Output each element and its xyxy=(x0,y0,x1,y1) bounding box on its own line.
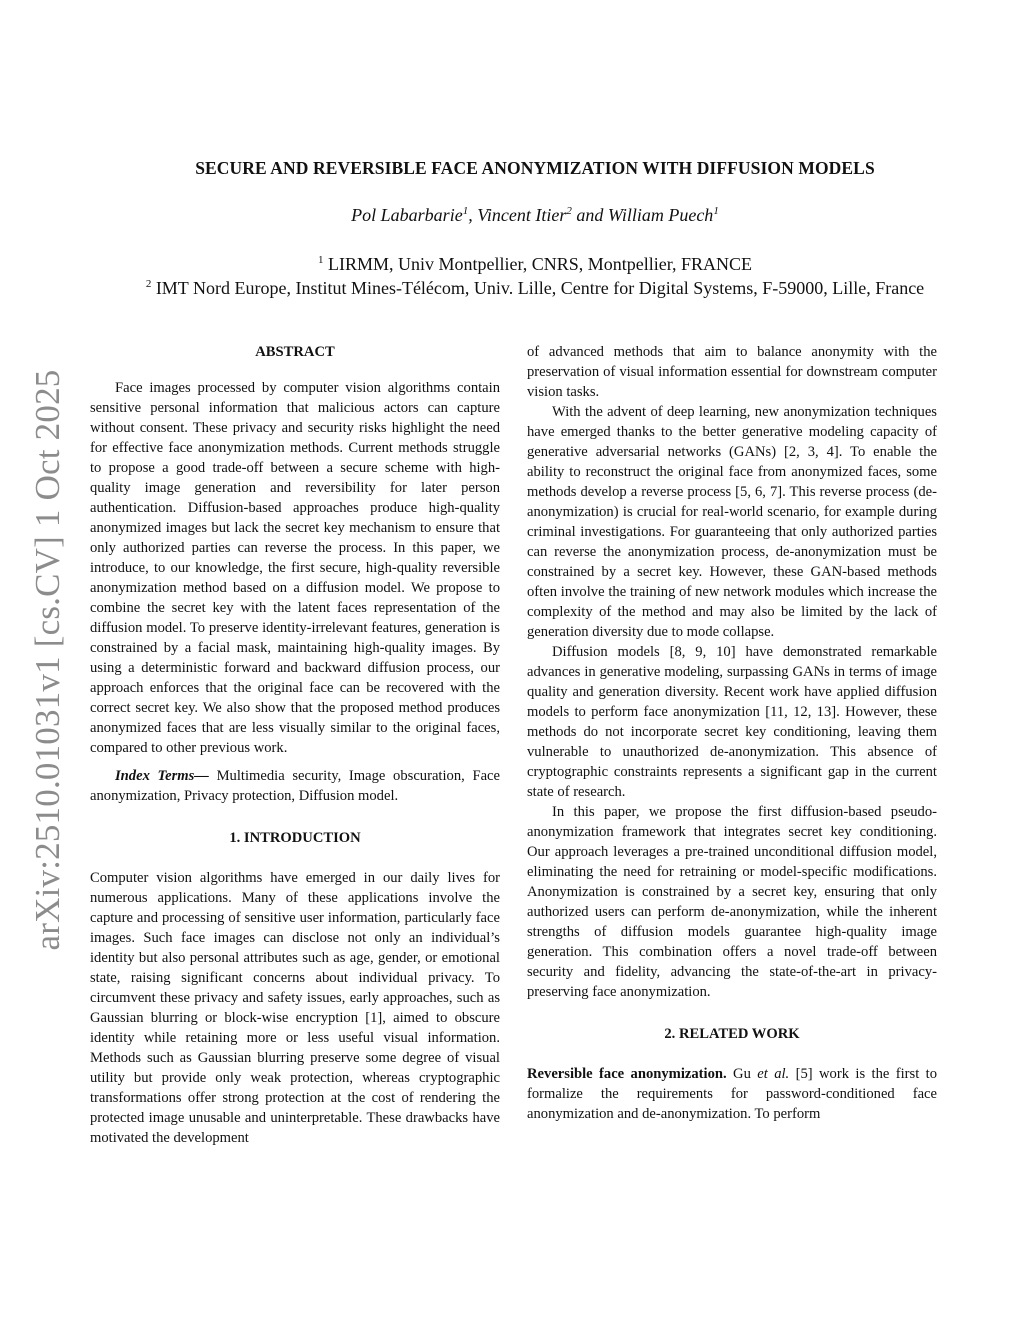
et-al: et al. xyxy=(757,1066,790,1082)
introduction-paragraph-1-continued: of advanced methods that aim to balance anonymity with the preservation of visual information essential for downstream computer vision tasks. xyxy=(527,344,937,400)
affiliation-2 xyxy=(90,278,980,299)
affiliation-text: LIRMM, Univ Montpellier, CNRS, Montpellier, FRANCE xyxy=(323,254,753,274)
introduction-heading: 1. INTRODUCTION xyxy=(229,830,361,846)
related-work-heading: 2. RELATED WORK xyxy=(664,1026,800,1042)
author-list xyxy=(90,205,980,226)
author-affiliation-mark: 1 xyxy=(462,205,469,217)
introduction-paragraph-1: Computer vision algorithms have emerged in our daily lives for numerous applications. Many of these applications involve the capture and processing of sensitive user information, particularly face images. Such face images can disclose not only an individual’s identity but also personal attributes such as age, gender, or emotional state, raising significant concerns about individual privacy. To circumvent these privacy and safety issues, early approaches, such as Gaussian blurring or block-wise encryption [1], aimed to obscure identity while retaining more or less useful visual information. Methods such as Gaussian blurring preserve some degree of visual utility but provide only weak protection, whereas cryptographic transformations offer strong protection at the cost of rendering the protected image unusable and uninterpretable. These drawbacks have motivated the development xyxy=(90,870,500,1146)
related-work-text: Gu xyxy=(726,1066,758,1082)
author-name: William Puech xyxy=(607,205,714,225)
author-separator: , xyxy=(468,205,478,225)
abstract-text: Face images processed by computer vision algorithms contain sensitive personal information that malicious actors can capture without consent. These privacy and security risks highlight the need for effective face anonymization methods. Current methods struggle to propose a good trade-off between a secure scheme with high-quality image generation and reversibility for later person authentication. Diffusion-based approaches produce high-quality anonymized images but lack the secret key mechanism to ensure that only authorized parties can reverse the process. In this paper, we introduce, to our knowledge, the first secure, high-quality reversible anonymization method based on a diffusion model. We propose to combine the secret key with the latent faces representation of the diffusion model. To preserve identity-irrelevant features, generation is constrained by a facial mask, maintaining high-quality images. By using a deterministic forward and backward diffusion process, our approach enforces that the original face can be recovered with the correct secret key. We also show that the proposed method produces anonymized faces that are less visually similar to the original faces, compared to other previous work. xyxy=(90,380,500,756)
left-column xyxy=(90,342,500,1148)
author-name: Vincent Itier xyxy=(477,205,567,225)
introduction-paragraph-2: With the advent of deep learning, new anonymization techniques have emerged thanks to the better generative modeling capacity of generative adversarial networks (GANs) [2, 3, 4]. To enable the ability to reconstruct the original face from anonymized faces, some methods develop a reverse process [5, 6, 7]. This reverse process (de-anonymization) is crucial for real-world scenario, for example during criminal investigations. For guaranteeing that only authorized parties can reverse the anonymization process, de-anonymization must be constrained by a secret key. However, these GAN-based methods often involve the training of new network modules which increase the complexity of the method and may also be limited by the lack of generation diversity due to mode collapse. xyxy=(527,404,937,640)
run-in-heading: Reversible face anonymization. xyxy=(527,1066,727,1082)
affiliation-text: IMT Nord Europe, Institut Mines-Télécom, Univ. Lille, Centre for Digital Systems, F-59000, Lille, France xyxy=(151,278,925,298)
author-affiliation-mark: 2 xyxy=(566,205,572,217)
abstract-heading: ABSTRACT xyxy=(255,344,335,360)
affiliation-mark: 2 xyxy=(145,278,152,290)
affiliation-1 xyxy=(90,254,980,275)
related-work-text-cont: [5] work is the first to formalize the requirements for password-conditioned face anonymization and de-anonymization. To perform xyxy=(527,1066,937,1122)
index-terms-label: Index Terms— xyxy=(115,768,209,784)
index-terms xyxy=(90,766,500,806)
right-column xyxy=(527,342,937,1124)
paper-title: SECURE AND REVERSIBLE FACE ANONYMIZATION WITH DIFFUSION MODELS xyxy=(195,158,875,178)
affiliation-mark: 1 xyxy=(317,254,324,266)
arxiv-identifier-stamp: arXiv:2510.01031v1 [cs.CV] 1 Oct 2025 xyxy=(28,369,67,951)
author-separator: and xyxy=(571,205,608,225)
introduction-paragraph-4: In this paper, we propose the first diffusion-based pseudo-anonymization framework that integrates secret key conditioning. Our approach leverages a pre-trained unconditional diffusion model, eliminating the need for retraining or model-specific modifications. Anonymization is constrained by a secret key, ensuring that only authorized users can perform de-anonymization, while the inherent strengths of diffusion models guarantee high-quality image generation. This combination offers a novel trade-off between security and fidelity, advancing the state-of-the-art in privacy-preserving face anonymization. xyxy=(527,804,937,1000)
author-name: Pol Labarbarie xyxy=(351,205,463,225)
introduction-paragraph-3: Diffusion models [8, 9, 10] have demonstrated remarkable advances in generative modeling, surpassing GANs in terms of image quality and generation diversity. Recent work have applied diffusion models to perform face anonymization [11, 12, 13]. However, these methods do not incorporate secret key conditioning, leaving them vulnerable to unauthorized de-anonymization. This absence of cryptographic constraints represents a significant gap in the current state of research. xyxy=(527,644,937,800)
author-affiliation-mark: 1 xyxy=(713,205,719,217)
index-terms-list: Multimedia security, Image obscuration, Face anonymization, Privacy protection, Diffusion model. xyxy=(90,768,501,804)
related-work-paragraph xyxy=(527,1064,937,1124)
